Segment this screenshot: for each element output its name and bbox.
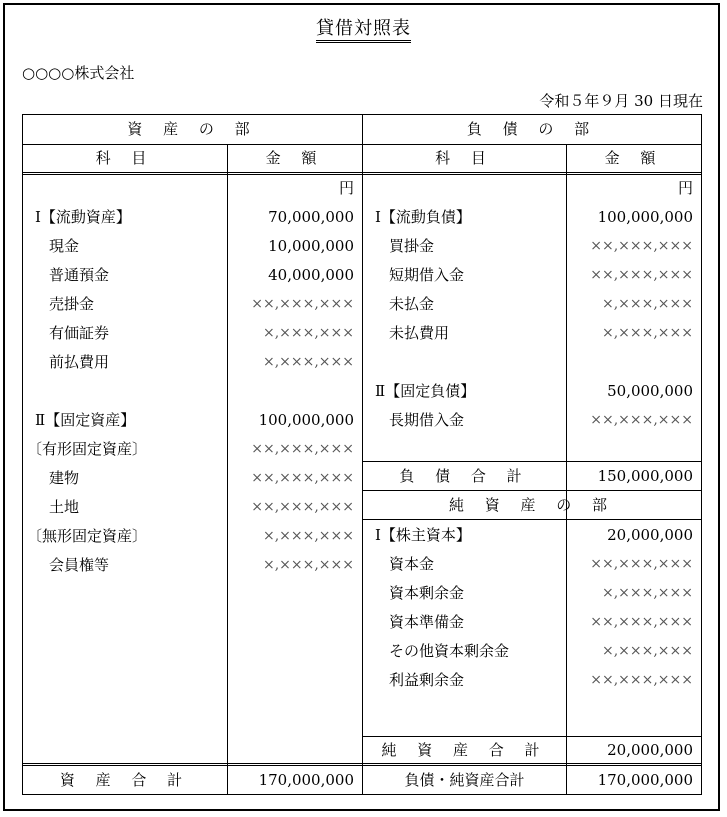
assets-row-amount: 40,000,000 <box>268 266 354 284</box>
liabilities-amount-header: 金 額 <box>604 149 664 167</box>
assets-row-label: 建物 <box>49 469 80 487</box>
liabilities-section-header: 負 債 の 部 <box>466 120 598 138</box>
assets-row-label: 土地 <box>49 498 80 516</box>
liabilities-row-amount: ×,×××,××× <box>601 296 693 312</box>
net-assets-row-amount: ××,×××,××× <box>590 556 693 572</box>
liabilities-row-label: Ⅰ【流動負債】 <box>375 208 471 226</box>
document-title: 貸借対照表 <box>0 14 727 40</box>
net-assets-row-label: 利益剰余金 <box>389 671 465 689</box>
liabilities-row-label: 短期借入金 <box>389 266 465 284</box>
net-assets-row-label: 資本剰余金 <box>389 584 465 602</box>
assets-row-amount: ××,×××,××× <box>251 296 354 312</box>
liabilities-row-amount: ××,×××,××× <box>590 412 693 428</box>
assets-row-label: Ⅱ【固定資産】 <box>35 411 136 429</box>
company-name: ○○○○株式会社 <box>22 64 135 82</box>
assets-row-label: 普通預金 <box>49 266 110 284</box>
liabilities-row-amount: ××,×××,××× <box>590 267 693 283</box>
net-assets-row-label: その他資本剰余金 <box>389 642 510 660</box>
net-assets-section-header: 純 資 産 の 部 <box>448 496 616 514</box>
liabilities-row-amount: ××,×××,××× <box>590 238 693 254</box>
assets-row-amount: ×,×××,××× <box>262 325 354 341</box>
liabilities-row-label: 長期借入金 <box>389 411 465 429</box>
net-assets-row-label: 資本金 <box>389 555 435 573</box>
net-assets-row-label: 資本準備金 <box>389 613 465 631</box>
assets-row-label: 前払費用 <box>49 353 110 371</box>
assets-total-amount: 170,000,000 <box>258 771 354 789</box>
liabilities-net-assets-total-label: 負債・純資産合計 <box>404 771 525 789</box>
assets-row-amount: ×,×××,××× <box>262 354 354 370</box>
liabilities-row-amount: 50,000,000 <box>607 382 693 400</box>
liabilities-row-amount: 100,000,000 <box>597 208 693 226</box>
net-assets-total-label: 純 資 産 合 計 <box>381 741 548 759</box>
assets-unit: 円 <box>338 179 354 197</box>
net-assets-row-amount: ×,×××,××× <box>601 585 693 601</box>
liabilities-row-amount: ×,×××,××× <box>601 325 693 341</box>
net-assets-row-amount: ××,×××,××× <box>590 672 693 688</box>
liabilities-row-label: 買掛金 <box>389 237 435 255</box>
center-divider <box>362 115 363 794</box>
net-assets-row-amount: 20,000,000 <box>607 526 693 544</box>
assets-row-label: 〔無形固定資産〕 <box>27 527 148 545</box>
as-of-date: 令和５年９月 30 日現在 <box>539 92 703 110</box>
assets-row-label: 会員権等 <box>49 556 110 574</box>
assets-row-amount: ××,×××,××× <box>251 470 354 486</box>
liabilities-row-label: 未払金 <box>389 295 435 313</box>
assets-row-amount: ×,×××,××× <box>262 557 354 573</box>
liabilities-total-amount: 150,000,000 <box>597 467 693 485</box>
assets-row-amount: ××,×××,××× <box>251 499 354 515</box>
assets-row-label: 〔有形固定資産〕 <box>27 440 148 458</box>
assets-row-amount: 10,000,000 <box>268 237 354 255</box>
assets-row-amount: ×,×××,××× <box>262 528 354 544</box>
assets-section-header: 資 産 の 部 <box>127 120 258 138</box>
liabilities-total-label: 負 債 合 計 <box>399 467 530 485</box>
assets-row-label: 現金 <box>49 237 80 255</box>
assets-row-label: 売掛金 <box>49 295 95 313</box>
assets-row-label: Ⅰ【流動資産】 <box>35 208 131 226</box>
assets-item-header: 科 目 <box>95 149 155 167</box>
assets-row-amount: 70,000,000 <box>268 208 354 226</box>
net-assets-total-amount: 20,000,000 <box>607 741 693 759</box>
net-assets-row-amount: ××,×××,××× <box>590 614 693 630</box>
assets-row-amount: ××,×××,××× <box>251 441 354 457</box>
assets-amount-header: 金 額 <box>265 149 325 167</box>
liabilities-unit: 円 <box>677 179 693 197</box>
assets-total-label: 資 産 合 計 <box>59 771 191 789</box>
net-assets-row-amount: ×,×××,××× <box>601 643 693 659</box>
assets-row-amount: 100,000,000 <box>258 411 354 429</box>
liabilities-item-header: 科 目 <box>435 149 494 167</box>
liabilities-row-label: 未払費用 <box>389 324 450 342</box>
net-assets-row-label: Ⅰ【株主資本】 <box>375 526 471 544</box>
assets-row-label: 有価証券 <box>49 324 110 342</box>
liabilities-row-label: Ⅱ【固定負債】 <box>375 382 476 400</box>
liabilities-net-assets-total-amount: 170,000,000 <box>597 771 693 789</box>
balance-sheet-table <box>22 114 702 795</box>
